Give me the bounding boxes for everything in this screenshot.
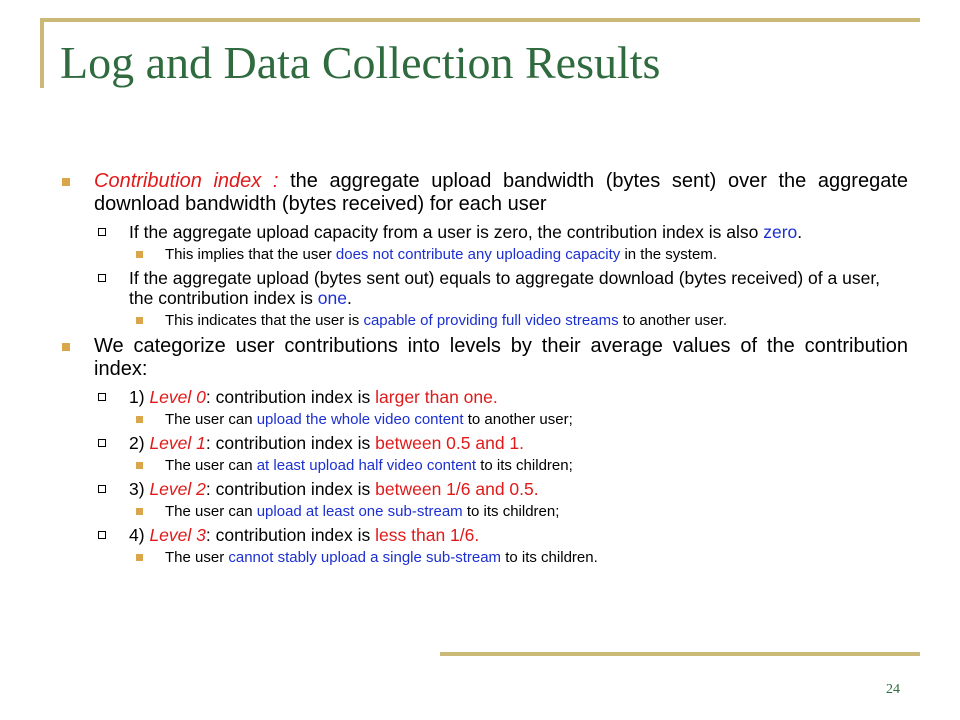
detail-highlight: upload at least one sub-stream — [256, 503, 463, 520]
sub-bullet-text: If the aggregate upload capacity from a user is zero, the contribution index is also — [129, 222, 764, 242]
highlight-one: one — [317, 288, 347, 308]
square-bullet-icon — [136, 462, 143, 469]
detail-tail: to another user. — [618, 312, 727, 329]
level-name: Level 1 — [149, 433, 206, 453]
level-2-detail — [58, 503, 908, 520]
square-bullet-icon — [136, 554, 143, 561]
hollow-square-bullet-icon — [98, 485, 106, 493]
level-number: 3) — [129, 479, 150, 499]
square-bullet-icon — [62, 343, 70, 351]
level-name: Level 3 — [149, 525, 206, 545]
detail-bullet-zero — [58, 246, 908, 263]
detail-tail: to its children. — [501, 549, 598, 566]
page-number: 24 — [886, 682, 900, 697]
level-number: 2) — [129, 433, 150, 453]
level-3-detail — [58, 549, 908, 566]
level-3-bullet — [58, 525, 908, 545]
slide-body — [58, 170, 908, 571]
detail-text: The user can — [165, 457, 257, 474]
level-text: : contribution index is — [205, 433, 376, 453]
sub-bullet-tail: . — [346, 288, 352, 308]
square-bullet-icon — [136, 251, 143, 258]
level-name: Level 2 — [149, 479, 206, 499]
detail-highlight: upload the whole video content — [256, 411, 464, 428]
slide-title: Log and Data Collection Results — [60, 37, 661, 88]
sub-bullet-zero — [58, 222, 908, 242]
slide-frame-bottom-rule — [440, 652, 920, 656]
detail-text: The user — [165, 549, 229, 566]
detail-tail: to its children; — [462, 503, 560, 520]
level-1-bullet — [58, 433, 908, 453]
level-name: Level 0 — [149, 387, 206, 407]
detail-tail: to another user; — [463, 411, 573, 428]
hollow-square-bullet-icon — [98, 274, 106, 282]
detail-text: The user can — [165, 503, 257, 520]
detail-text: This implies that the user — [165, 246, 336, 263]
term-contribution-index: Contribution index — [94, 170, 262, 192]
detail-text: The user can — [165, 411, 257, 428]
level-number: 4) — [129, 525, 150, 545]
levels-intro-text: We categorize user contributions into levels by their average values of the contribution index: — [94, 335, 908, 380]
definition-text: the aggregate upload bandwidth (bytes sent) over the aggregate download bandwidth (bytes received) for each user — [94, 170, 908, 215]
level-range: between 1/6 and 0.5. — [375, 479, 539, 499]
hollow-square-bullet-icon — [98, 531, 106, 539]
level-range: larger than one. — [375, 387, 498, 407]
level-text: : contribution index is — [205, 479, 376, 499]
detail-text: This indicates that the user is — [165, 312, 364, 329]
level-range: less than 1/6. — [375, 525, 480, 545]
highlight-zero: zero — [763, 222, 798, 242]
level-2-bullet — [58, 479, 908, 499]
square-bullet-icon — [62, 178, 70, 186]
sub-bullet-tail: . — [797, 222, 803, 242]
slide-frame-top-rule — [40, 18, 920, 22]
square-bullet-icon — [136, 317, 143, 324]
sub-bullet-one — [58, 268, 908, 308]
bullet-levels-intro — [58, 335, 908, 381]
level-text: : contribution index is — [205, 525, 376, 545]
square-bullet-icon — [136, 508, 143, 515]
detail-tail: to its children; — [476, 457, 573, 474]
square-bullet-icon — [136, 416, 143, 423]
bullet-contribution-index — [58, 170, 908, 216]
level-0-bullet — [58, 387, 908, 407]
slide-frame-left-rule — [40, 18, 44, 88]
level-0-detail — [58, 411, 908, 428]
level-range: between 0.5 and 1. — [375, 433, 525, 453]
hollow-square-bullet-icon — [98, 228, 106, 236]
detail-highlight: cannot stably upload a single sub-stream — [228, 549, 502, 566]
level-text: : contribution index is — [205, 387, 376, 407]
detail-bullet-one — [58, 312, 908, 329]
hollow-square-bullet-icon — [98, 439, 106, 447]
term-separator: : — [261, 170, 279, 192]
detail-highlight: does not contribute any uploading capacity — [335, 246, 621, 263]
level-1-detail — [58, 457, 908, 474]
detail-highlight: capable of providing full video streams — [363, 312, 619, 329]
sub-bullet-text: If the aggregate upload (bytes sent out) equals to aggregate download (bytes received) of a user, the contribution index is — [129, 268, 881, 308]
detail-tail: in the system. — [620, 246, 717, 263]
hollow-square-bullet-icon — [98, 393, 106, 401]
detail-highlight: at least upload half video content — [256, 457, 477, 474]
level-number: 1) — [129, 387, 150, 407]
